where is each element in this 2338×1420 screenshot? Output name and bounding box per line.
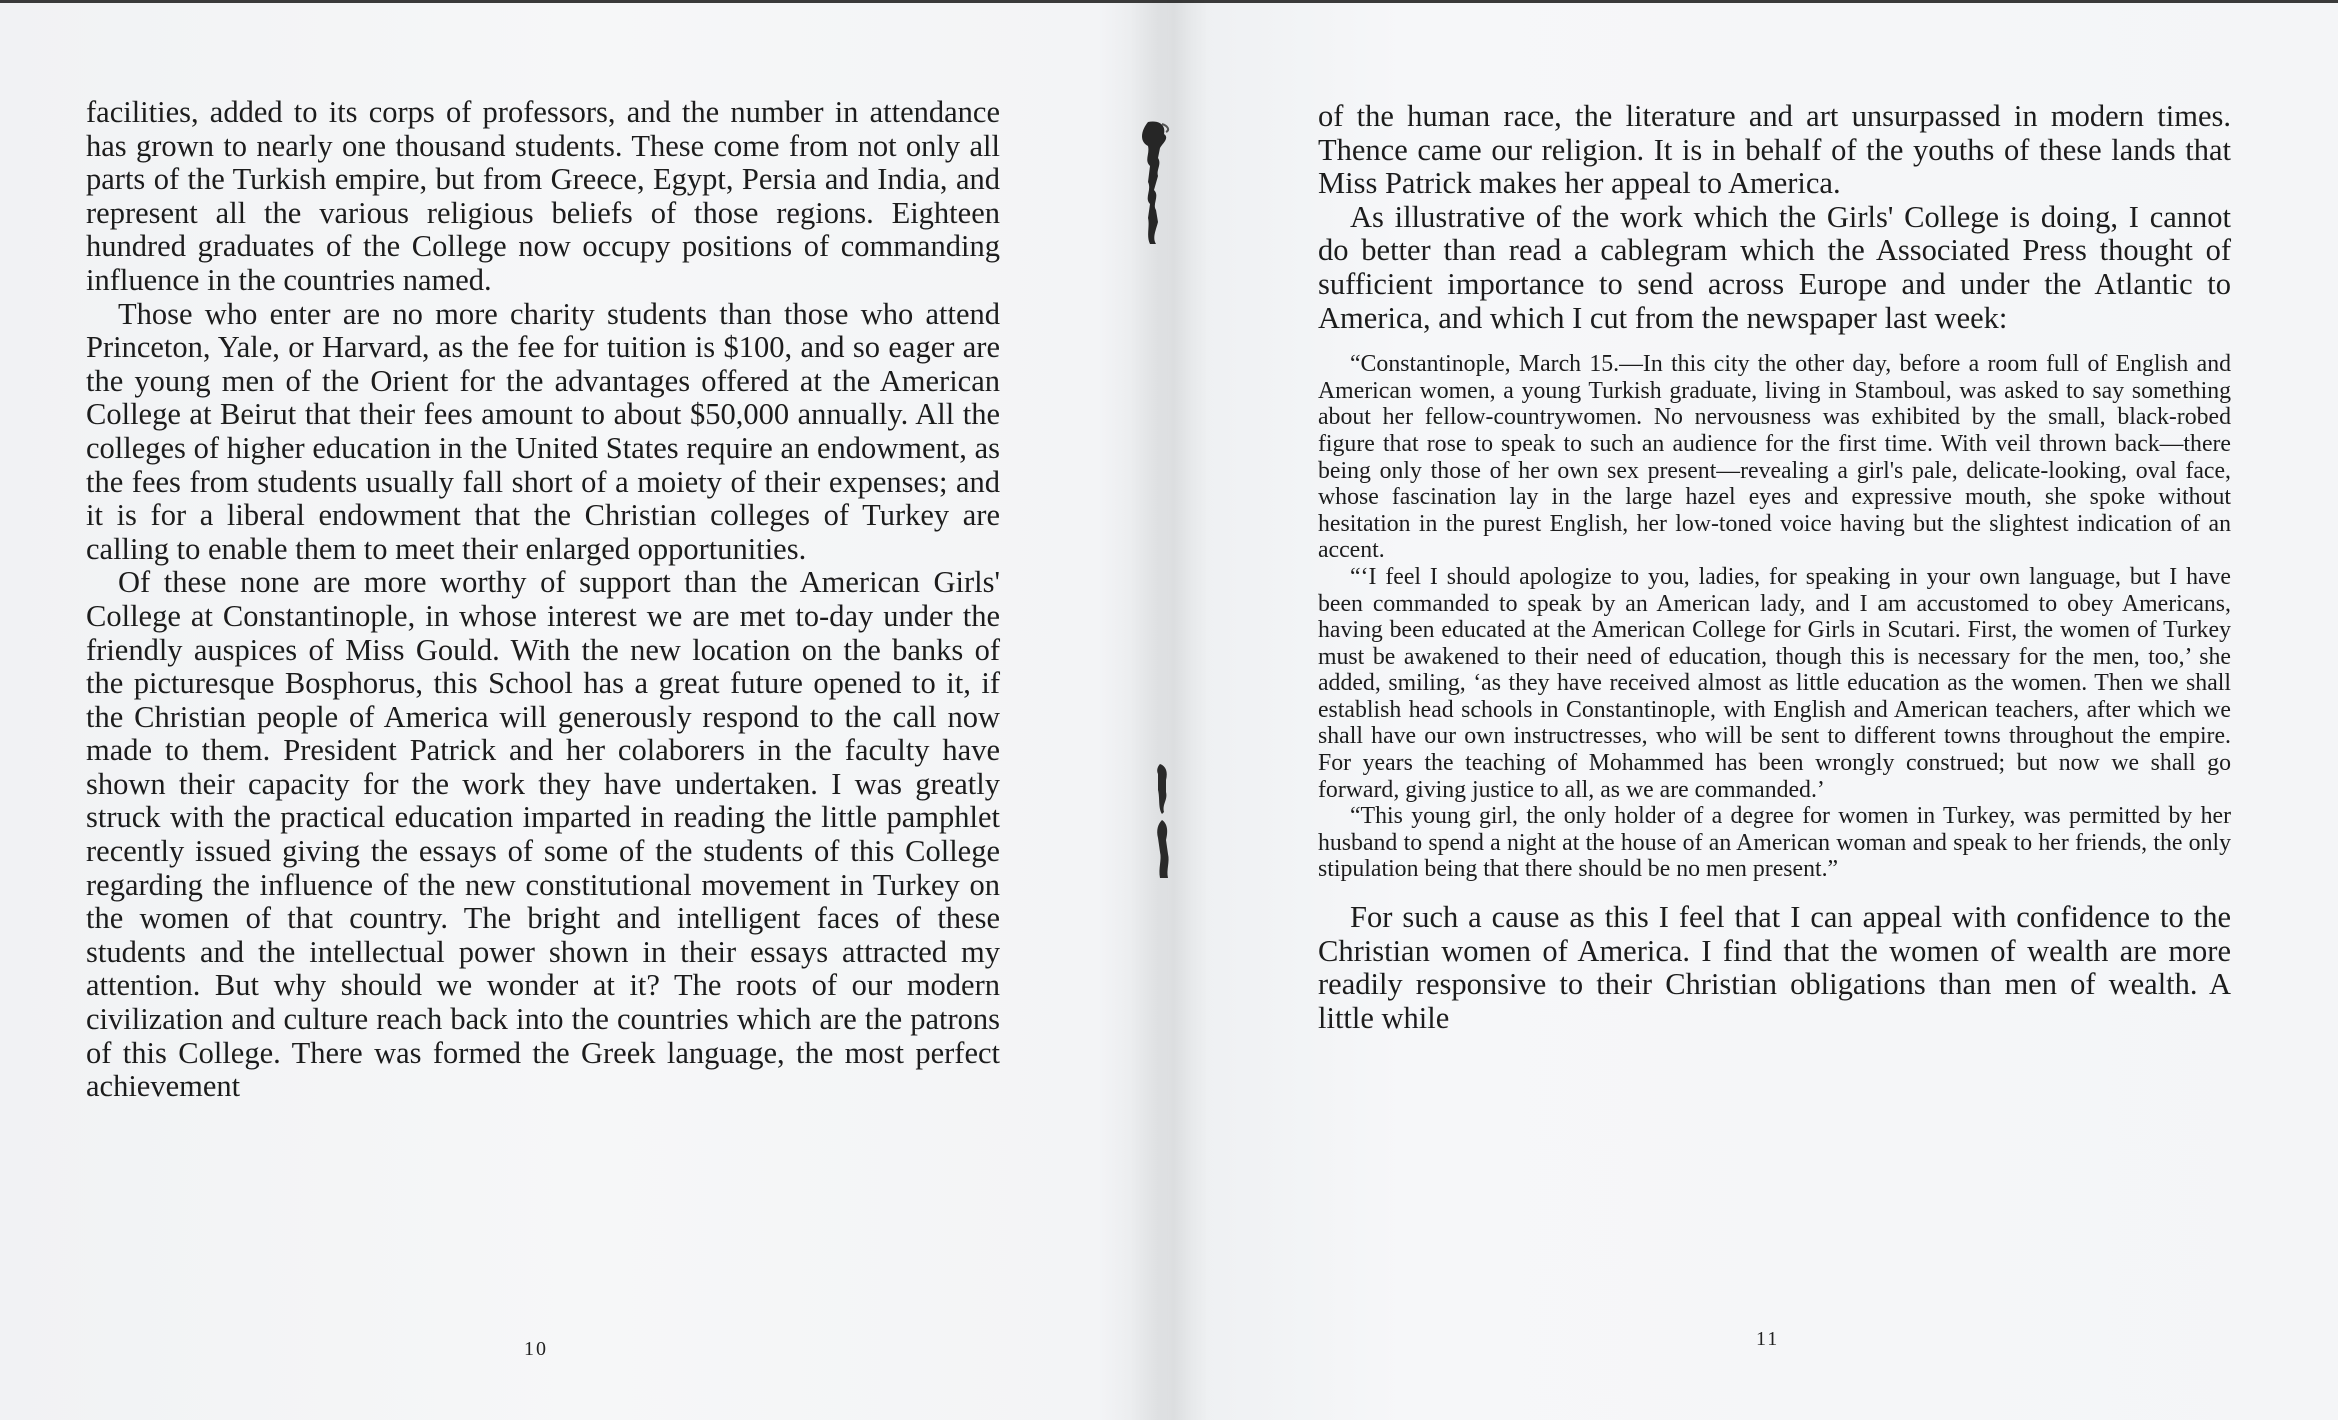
- right-paragraph-2: As illustrative of the work which the Girls' College is doing, I cannot do better than read a cablegram which the Associated Press thought of sufficient importance to send across Europe and under the Atlantic to America, and which I cut from the newspaper last week:: [1318, 199, 2231, 335]
- binding-thread-middle: [1150, 762, 1178, 880]
- page-number-left: 10: [524, 1338, 548, 1360]
- left-page: [86, 96, 1000, 1104]
- page-number-right: 11: [1756, 1328, 1780, 1350]
- left-paragraph-1: facilities, added to its corps of professors, and the number in attendance has grown to nearly one thousand students. These come from not only all parts of the Turkish empire, but from Greece, Egypt, Persia and India, and represent all the various religious beliefs of those regions. Eighteen hundred graduates of the College now occupy positions of commanding influence in the countries named.: [86, 95, 1000, 297]
- quote-paragraph-1: “Constantinople, March 15.—In this city the other day, before a room full of English and American women, a young Turkish graduate, living in Stamboul, was asked to say something about her fellow-countrywomen. No nervousness was exhibited by the small, black-robed figure that rose to speak to such an audience for the first time. With veil thrown back—there being only those of her own sex present—revealing a girl's pale, delicate-looking, oval face, whose fascination lay in the large hazel eyes and expressive mouth, she spoke without hesitation in the purest English, her low-toned voice having but the slightest indication of an accent.: [1318, 351, 2231, 564]
- binding-thread-top: [1136, 118, 1176, 246]
- left-paragraph-3: Of these none are more worthy of support than the American Girls' College at Constantinople, in whose interest we are met to-day under the friendly auspices of Miss Gould. With the new location on the banks of the picturesque Bosphorus, this School has a great future opened to it, if the Christian people of America will generously respond to the call now made to them. President Patrick and her colaborers in the faculty have shown their capacity for the work they have undertaken. I was greatly struck with the practical education imparted in reading the little pamphlet recently issued giving the essays of some of the students of this College regarding the influence of the new constitutional movement in Turkey on the women of that country. The bright and intelligent faces of these students and the intellectual power shown in their essays attracted my attention. But why should we wonder at it? The roots of our modern civilization and culture reach back into the countries which are the patrons of this College. There was formed the Greek language, the most perfect achievement: [86, 565, 1000, 1104]
- right-page: [1318, 100, 2231, 1035]
- quote-paragraph-2: “‘I feel I should apologize to you, ladies, for speaking in your own language, but I have been commanded to speak by an American lady, and I am accustomed to obey Americans, having been educated at the American College for Girls in Scutari. First, the women of Turkey must be awakened to their need of education, though this is necessary for the men, too,’ she added, smiling, ‘as they have received almost as little education as the women. Then we shall establish head schools in Constantinople, with English and American teachers, after which we shall have our own instructresses, who will be sent to different towns throughout the empire. For years the teaching of Mohammed has been wrongly construed; but now we shall go forward, giving justice to all, as we are commanded.’: [1318, 563, 2231, 803]
- quote-paragraph-3: “This young girl, the only holder of a degree for women in Turkey, was permitted by her husband to spend a night at the house of an American woman and speak to her friends, the only stipulation being that there should be no men present.”: [1318, 803, 2231, 883]
- left-paragraph-2: Those who enter are no more charity students than those who attend Princeton, Yale, or Harvard, as the fee for tuition is $100, and so eager are the young men of the Orient for the advantages offered at the American College at Beirut that their fees amount to about $50,000 annually. All the colleges of higher education in the United States require an endowment, as the fees from students usually fall short of a moiety of their expenses; and it is for a liberal endowment that the Christian colleges of Turkey are calling to enable them to meet their enlarged opportunities.: [86, 296, 1000, 566]
- right-closing-paragraph: For such a cause as this I feel that I can appeal with confidence to the Christian women of America. I find that the women of wealth are more readily responsive to their Christian obligations than men of wealth. A little while: [1318, 900, 2231, 1035]
- cablegram-quote: [1318, 351, 2231, 883]
- right-paragraph-1: of the human race, the literature and art unsurpassed in modern times. Thence came our religion. It is in behalf of the youths of these lands that Miss Patrick makes her appeal to America.: [1318, 99, 2231, 201]
